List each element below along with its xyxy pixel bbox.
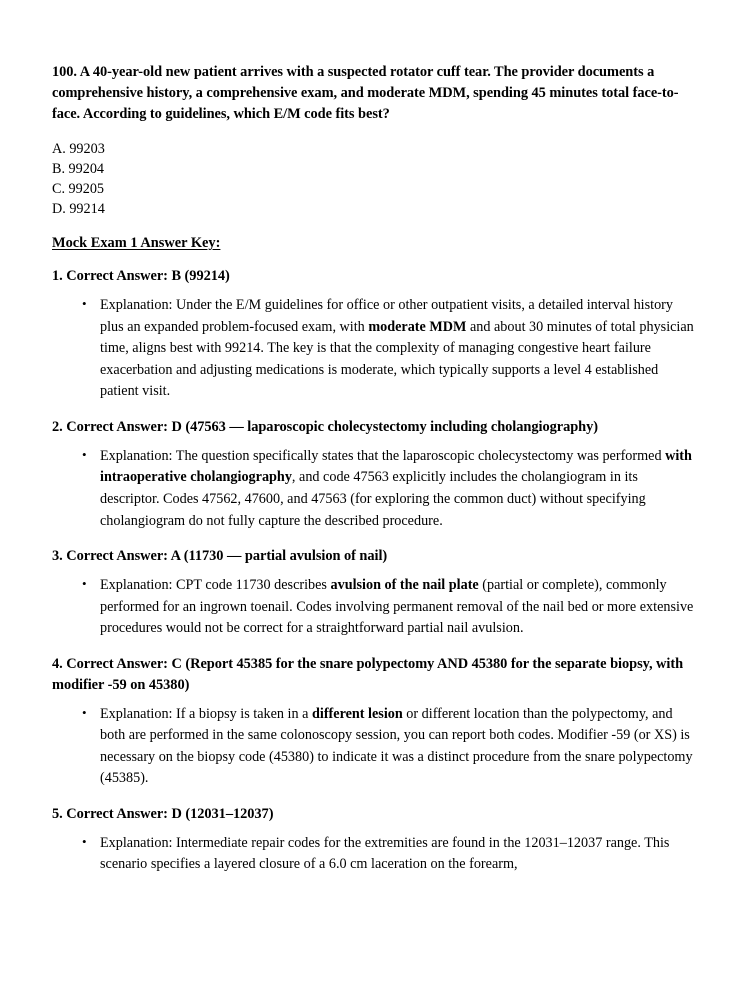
explanation-text: Explanation: CPT code 11730 describes [100,577,331,594]
explanation-bullet [52,295,694,403]
explanation-bullet [52,446,694,532]
explanation-bullet [52,833,694,876]
answer-option-c: C. 99205 [52,180,105,197]
emphasis-text: different lesion [311,705,403,722]
explanation-bullet [52,704,694,790]
emphasis-text: avulsion of the nail plate [330,577,479,594]
explanation-text: Explanation: Intermediate repair codes for the extremities are found in the 12031–12037 range. This scenario specifies a layered closure of a 6.0 cm laceration on the forearm, [100,834,670,873]
page-content [52,62,694,876]
explanation-text: , and code 47563 explicitly includes the cholangiogram in its descriptor. Codes 47562, 47600, and 47563 (for exploring the common duct) without specifying cholangiogram do not fully capture the described procedure. [100,469,646,529]
explanation-list [52,575,694,640]
explanation-text: or different location than the polypectomy, and both are performed in the same colonoscopy session, you can report both codes. Modifier -59 (or XS) is necessary on the biopsy code (45380) to indicate it was a distinct procedure from the snare polypectomy (45385). [100,705,693,787]
explanation-list [52,295,694,403]
answer-key-title [52,235,694,252]
answer-heading: 2. Correct Answer: D (47563 — laparoscopic cholecystectomy including cholangiography) [52,419,599,436]
explanation-text: Explanation: Under the E/M guidelines for office or other outpatient visits, a detailed interval history plus an expanded problem-focused exam, with [100,297,674,335]
answer-option-a: A. 99203 [52,140,105,157]
answer-heading: 1. Correct Answer: B (99214) [52,268,230,285]
explanation-text: (partial or complete), commonly performed for an ingrown toenail. Codes involving permanent removal of the nail bed or more extensive procedures would not be correct for a straightforward partial nail avulsion. [100,577,694,637]
explanation-text: and about 30 minutes of total physician time, aligns best with 99214. The key is that the complexity of managing congestive heart failure exacerbation and adjusting medications is moderate, which typically supports a level 4 established patient visit. [100,318,694,400]
answer-key-title-text: Mock Exam 1 Answer Key: [52,235,221,252]
explanation-text: Explanation: The question specifically states that the laparoscopic cholecystectomy was performed [100,447,666,464]
explanation-list [52,704,694,790]
emphasis-text: with intraoperative cholangiography [100,447,692,486]
answer-options-list [52,139,694,220]
answer-option-d: D. 99214 [52,201,105,218]
explanation-list [52,446,694,532]
answer-heading: 3. Correct Answer: A (11730 — partial avulsion of nail) [52,548,388,565]
question-text: 100. A 40-year-old new patient arrives with a suspected rotator cuff tear. The provider documents a comprehensive history, a comprehensive exam, and moderate MDM, spending 45 minutes total face-to-face. According to guidelines, which E/M code fits best? [52,64,679,122]
answer-heading: 5. Correct Answer: D (12031–12037) [52,805,274,822]
explanation-bullet [52,575,694,640]
emphasis-text: moderate MDM [368,318,467,335]
answer-option-b: B. 99204 [52,160,105,177]
explanation-text: Explanation: If a biopsy is taken in a [100,705,312,722]
answer-heading: 4. Correct Answer: C (Report 45385 for the snare polypectomy AND 45380 for the separate biopsy, with modifier -59 on 45380) [52,655,684,693]
answer-key-entries [52,266,694,876]
explanation-list [52,833,694,876]
